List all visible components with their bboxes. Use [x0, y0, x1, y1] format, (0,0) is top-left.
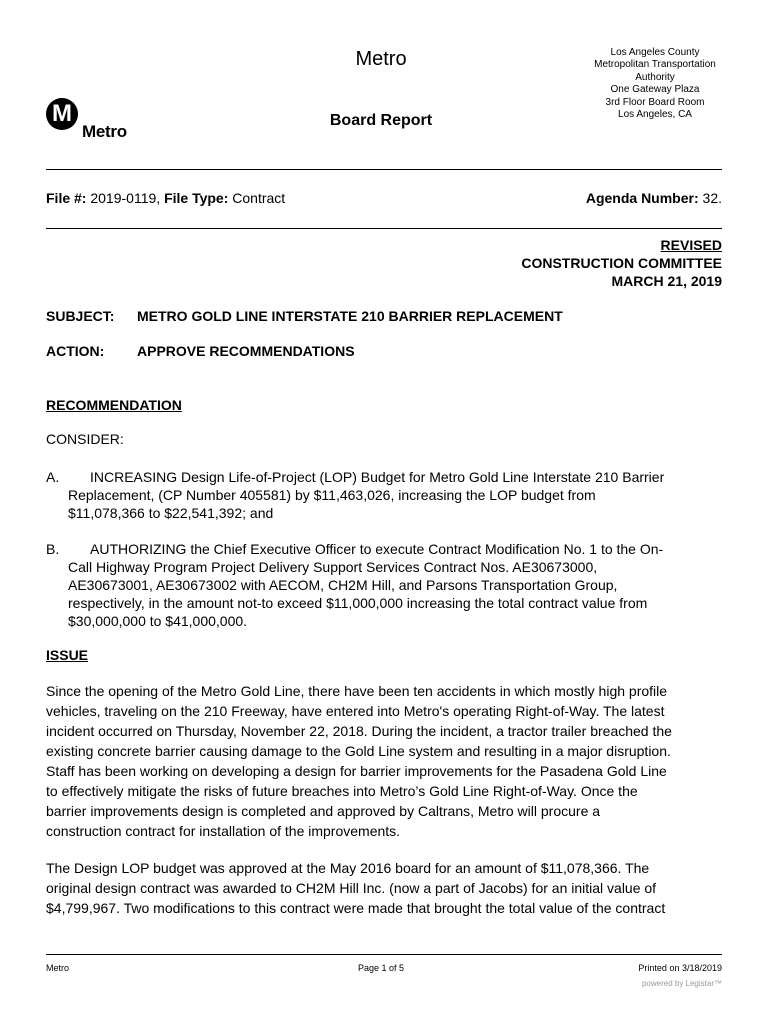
agenda-number: 32.: [702, 190, 722, 206]
recommendation-heading: RECOMMENDATION: [46, 397, 182, 413]
address-line: Los Angeles County: [610, 47, 700, 58]
item-line: Replacement, (CP Number 405581) by $11,463,026, increasing the LOP budget from: [68, 487, 596, 503]
metro-logo-text: Metro: [82, 122, 127, 141]
paragraph-line: $4,799,967. Two modifications to this contract were made that brought the total value of the contract: [46, 900, 666, 916]
item-line: AUTHORIZING the Chief Executive Officer to execute Contract Modification No. 1 to the On-: [90, 541, 664, 557]
paragraph-line: barrier improvements design is completed and approved by Caltrans, Metro will procure a: [46, 803, 601, 819]
page-title: Metro: [355, 48, 407, 70]
paragraph-line: construction contract for installation of the improvements.: [46, 823, 401, 839]
item-line: Call Highway Program Project Delivery Support Services Contract Nos. AE30673000,: [68, 559, 598, 575]
paragraph-line: to effectively mitigate the risks of future breaches into Metro’s Gold Line Right-of-Way. Once the: [46, 783, 638, 799]
subject-text: METRO GOLD LINE INTERSTATE 210 BARRIER REPLACEMENT: [137, 308, 563, 324]
address-line: Los Angeles, CA: [618, 109, 692, 121]
paragraph-line: incident occurred on Thursday, November 22, 2018. During the incident, a tractor trailer breached the: [46, 723, 672, 739]
issue-paragraph-1: [46, 681, 722, 841]
footer-left: Metro: [46, 963, 70, 973]
item-letter: A.: [46, 469, 60, 485]
recommendation-intro: CONSIDER:: [46, 431, 124, 447]
subject-label: SUBJECT:: [46, 308, 115, 324]
paragraph-line: original design contract was awarded to CH2M Hill Inc. (now a part of Jacobs) for an initial value of: [46, 880, 657, 896]
metro-logo-icon: M: [46, 98, 78, 130]
footer-divider: [46, 954, 722, 955]
address-block: [560, 47, 750, 121]
item-line: $30,000,000 to $41,000,000.: [68, 613, 248, 629]
meeting-date: MARCH 21, 2019: [611, 273, 722, 289]
paragraph-line: The Design LOP budget was approved at the May 2016 board for an amount of $11,078,366. The: [46, 860, 650, 876]
action-text: APPROVE RECOMMENDATIONS: [137, 343, 355, 359]
footer-page-number: Page 1 of 5: [357, 963, 405, 973]
item-letter: B.: [46, 541, 60, 557]
paragraph-line: Since the opening of the Metro Gold Line, there have been ten accidents in which mostly high profile: [46, 683, 668, 699]
paragraph-line: existing concrete barrier causing damage to the Gold Line system and resulting in a major disruption.: [46, 743, 671, 759]
issue-paragraph-2: [46, 858, 722, 918]
item-line: AE30673001, AE30673002 with AECOM, CH2M Hill, and Parsons Transportation Group,: [68, 577, 618, 593]
agenda-info: [586, 190, 722, 206]
file-divider: [46, 228, 722, 229]
item-line: $11,078,366 to $22,541,392; and: [68, 505, 274, 521]
item-line: INCREASING Design Life-of-Project (LOP) Budget for Metro Gold Line Interstate 210 Barrier: [90, 469, 665, 485]
issue-heading: ISSUE: [46, 647, 89, 663]
revision-block: [521, 236, 722, 290]
revision-status: REVISED: [660, 237, 722, 253]
header-divider: [46, 169, 722, 170]
file-info: [46, 190, 285, 206]
action-label: ACTION:: [46, 343, 105, 359]
agenda-label: Agenda Number:: [585, 190, 699, 206]
file-type-label: File Type:: [164, 190, 229, 206]
committee-name: CONSTRUCTION COMMITTEE: [521, 255, 722, 271]
address-line: Metropolitan Transportation: [594, 59, 716, 71]
address-line: Authority: [635, 71, 675, 83]
file-type: Contract: [232, 190, 286, 206]
file-number: 2019-0119,: [90, 190, 161, 206]
recommendation-item-b: [46, 540, 722, 630]
item-line: respectively, in the amount not-to exceed $11,000,000 increasing the total contract value from: [68, 595, 648, 611]
paragraph-line: vehicles, traveling on the 210 Freeway, have entered into Metro's operating Right-of-Way. The latest: [46, 703, 665, 719]
footer-printed-date: Printed on 3/18/2019: [638, 963, 722, 973]
address-line: One Gateway Plaza: [610, 84, 700, 96]
report-type: Board Report: [329, 112, 433, 129]
file-label: File #:: [46, 190, 87, 206]
powered-by-legistar: powered by Legistar™: [641, 979, 722, 988]
recommendation-item-a: [46, 468, 722, 522]
paragraph-line: Staff has been working on developing a design for barrier improvements for the Pasadena Gold Line: [46, 763, 667, 779]
address-line: 3rd Floor Board Room: [605, 96, 705, 108]
